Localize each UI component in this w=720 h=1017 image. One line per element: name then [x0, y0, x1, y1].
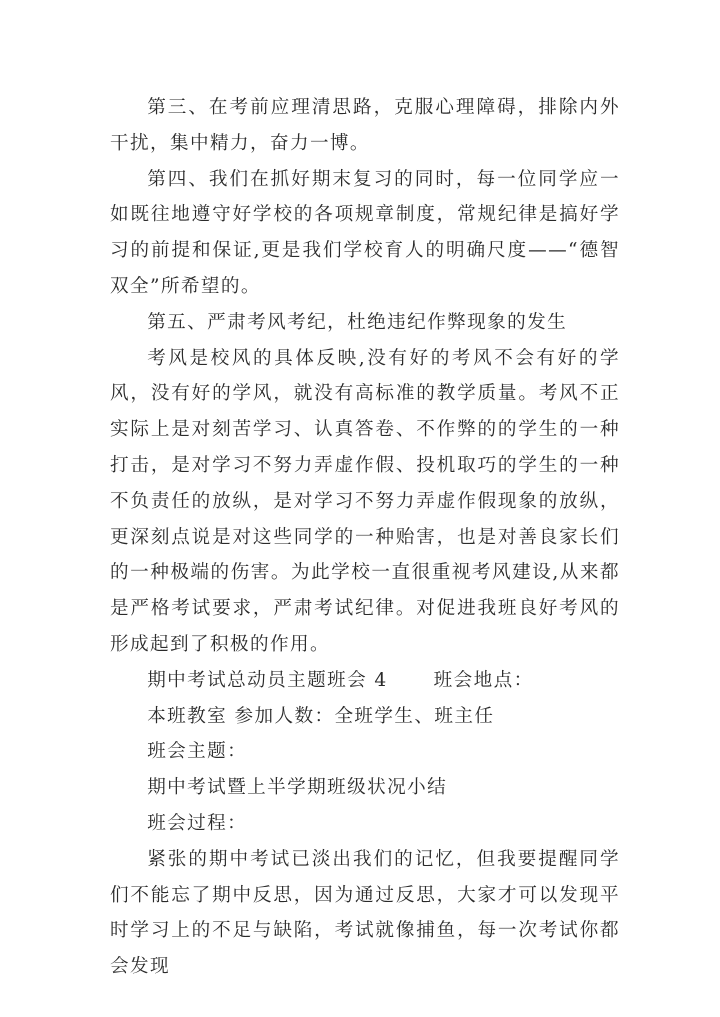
paragraph-exam-style: 考风是校风的具体反映,没有好的考风不会有好的学风，没有好的学风，就没有高标准的教学质量。考风不正实际上是对刻苦学习、认真答卷、不作弊的的学生的一种打击，是对学习不努力弄虚作假、投机取巧的学生的一种不负责任的放纵，是对学习不努力弄虚作假现象的放纵，更深刻点说是对这些同学的一种贻害，也是对善良家长们的一种极端的伤害。为此学校一直很重视考风建设,从来都是严格考试要求，严肃考试纪律。对促进我班良好考风的形成起到了积极的作用。 — [110, 347, 620, 655]
meeting-title: 期中考试总动员主题班会 4 — [147, 669, 388, 691]
paragraph-third-point: 第三、在考前应理清思路，克服心理障碍，排除内外干扰，集中精力，奋力一博。 — [110, 97, 620, 154]
location-and-attendees: 本班教室 参加人数：全班学生、班主任 — [147, 705, 495, 727]
meeting-header-line — [110, 663, 620, 699]
paragraph-fifth-point-heading: 第五、严肃考风考纪，杜绝违纪作弊现象的发生 — [147, 311, 568, 333]
location-label: 班会地点： — [433, 669, 534, 691]
closing-paragraph: 紧张的期中考试已淡出我们的记忆，但我要提醒同学们不能忘了期中反思，因为通过反思，大家才可以发现平时学习上的不足与缺陷，考试就像捕鱼，每一次考试你都会发现 — [110, 848, 620, 978]
process-label: 班会过程： — [147, 812, 248, 834]
document-body — [110, 90, 620, 985]
topic: 期中考试暨上半学期班级状况小结 — [147, 777, 448, 799]
paragraph-fourth-point: 第四、我们在抓好期末复习的同时，每一位同学应一如既往地遵守好学校的各项规章制度，常规纪律是搞好学习的前提和保证,更是我们学校育人的明确尺度——“德智双全”所希望的。 — [110, 168, 620, 297]
topic-label: 班会主题： — [147, 741, 248, 763]
